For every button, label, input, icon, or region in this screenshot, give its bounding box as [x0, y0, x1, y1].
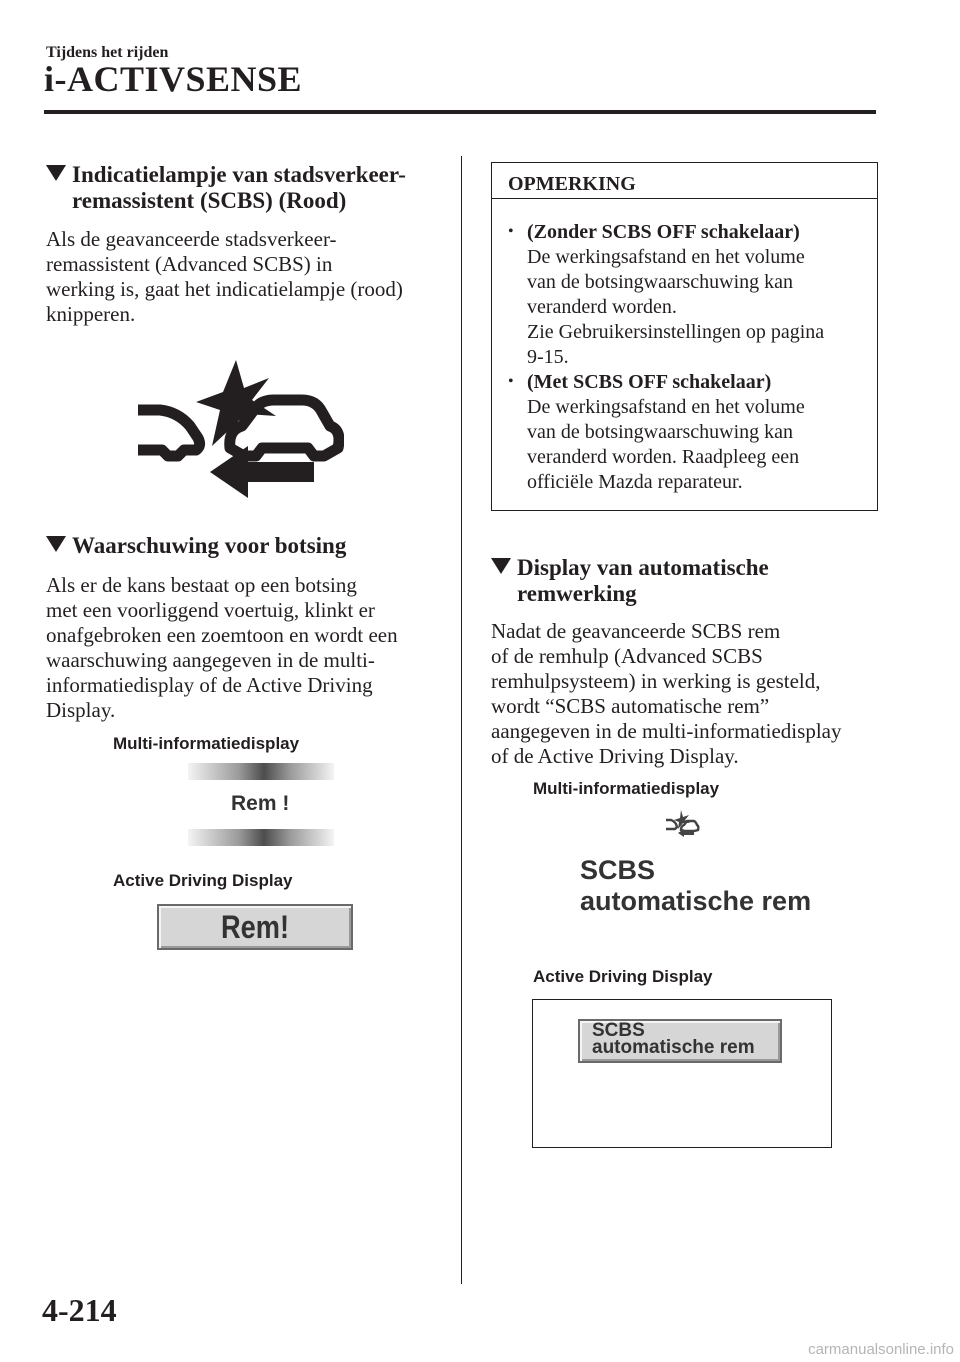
- scbs-warning-icon: [138, 360, 344, 500]
- page-number: 4-214: [42, 1292, 117, 1328]
- section-heading-indicator: Indicatielampje van stadsverkeer- remassistent (SCBS) (Rood): [46, 162, 446, 214]
- adp-frame: [532, 999, 832, 1148]
- multi-info-display-label: Multi-informatiedisplay: [113, 734, 300, 753]
- note-item-1: • (Zonder SCBS OFF schakelaar) De werkingsafstand en het volume van de botsingwaarschuwing kan veranderd worden. Zie Gebruikersinstellingen op pagina 9-15.: [508, 221, 825, 368]
- section-heading-auto-brake: Display van automatische remwerking: [491, 555, 891, 607]
- section-label: Tijdens het rijden: [46, 44, 169, 61]
- scbs-auto-brake-text: SCBS automatische rem: [580, 855, 812, 916]
- adp-scbs-box: SCBS automatische rem: [578, 1019, 782, 1063]
- active-driving-display-label-2: Active Driving Display: [533, 967, 713, 986]
- display-bar-bottom: [188, 829, 334, 846]
- section-marker-icon: [46, 536, 66, 552]
- watermark: carmanualsonline.info: [808, 1341, 954, 1358]
- active-driving-display-label: Active Driving Display: [113, 871, 293, 890]
- note-box: [491, 162, 878, 511]
- indicator-paragraph: Als de geavanceerde stadsverkeer- remassistent (Advanced SCBS) in werking is, gaat het indicatielampje (rood) knipperen.: [46, 227, 403, 326]
- adp-rem-box: Rem!: [157, 904, 353, 950]
- auto-brake-paragraph: Nadat de geavanceerde SCBS rem of de remhulp (Advanced SCBS remhulpsysteem) in werking is gesteld, wordt “SCBS automatische rem” aangegeven in de multi-informatiedisplay of de Active Driving Display.: [491, 619, 842, 768]
- multi-info-display-label-2: Multi-informatiedisplay: [533, 779, 720, 798]
- column-divider: [461, 156, 462, 1284]
- note-title: OPMERKING: [492, 163, 877, 199]
- section-marker-icon: [46, 165, 66, 181]
- page-title: i-ACTIVSENSE: [44, 59, 303, 99]
- section-heading-collision: Waarschuwing voor botsing: [46, 533, 446, 559]
- header-rule: [44, 110, 876, 114]
- collision-paragraph: Als er de kans bestaat op een botsing met een voorliggend voertuig, klinkt er onafgebroken een zoemtoon en wordt een waarschuwing aangegeven in de multi- informatiedisplay of de Active Driving Display.: [46, 573, 398, 722]
- display-bar-top: [188, 763, 334, 780]
- bullet: •: [508, 373, 514, 390]
- bullet: •: [508, 223, 514, 240]
- scbs-small-icon: [664, 810, 700, 838]
- note-item-2: • (Met SCBS OFF schakelaar) De werkingsafstand en het volume van de botsingwaarschuwing kan veranderd worden. Raadpleeg een officiële Mazda reparateur.: [508, 371, 805, 493]
- rem-warning-text: Rem !: [231, 792, 290, 815]
- section-marker-icon: [491, 558, 511, 574]
